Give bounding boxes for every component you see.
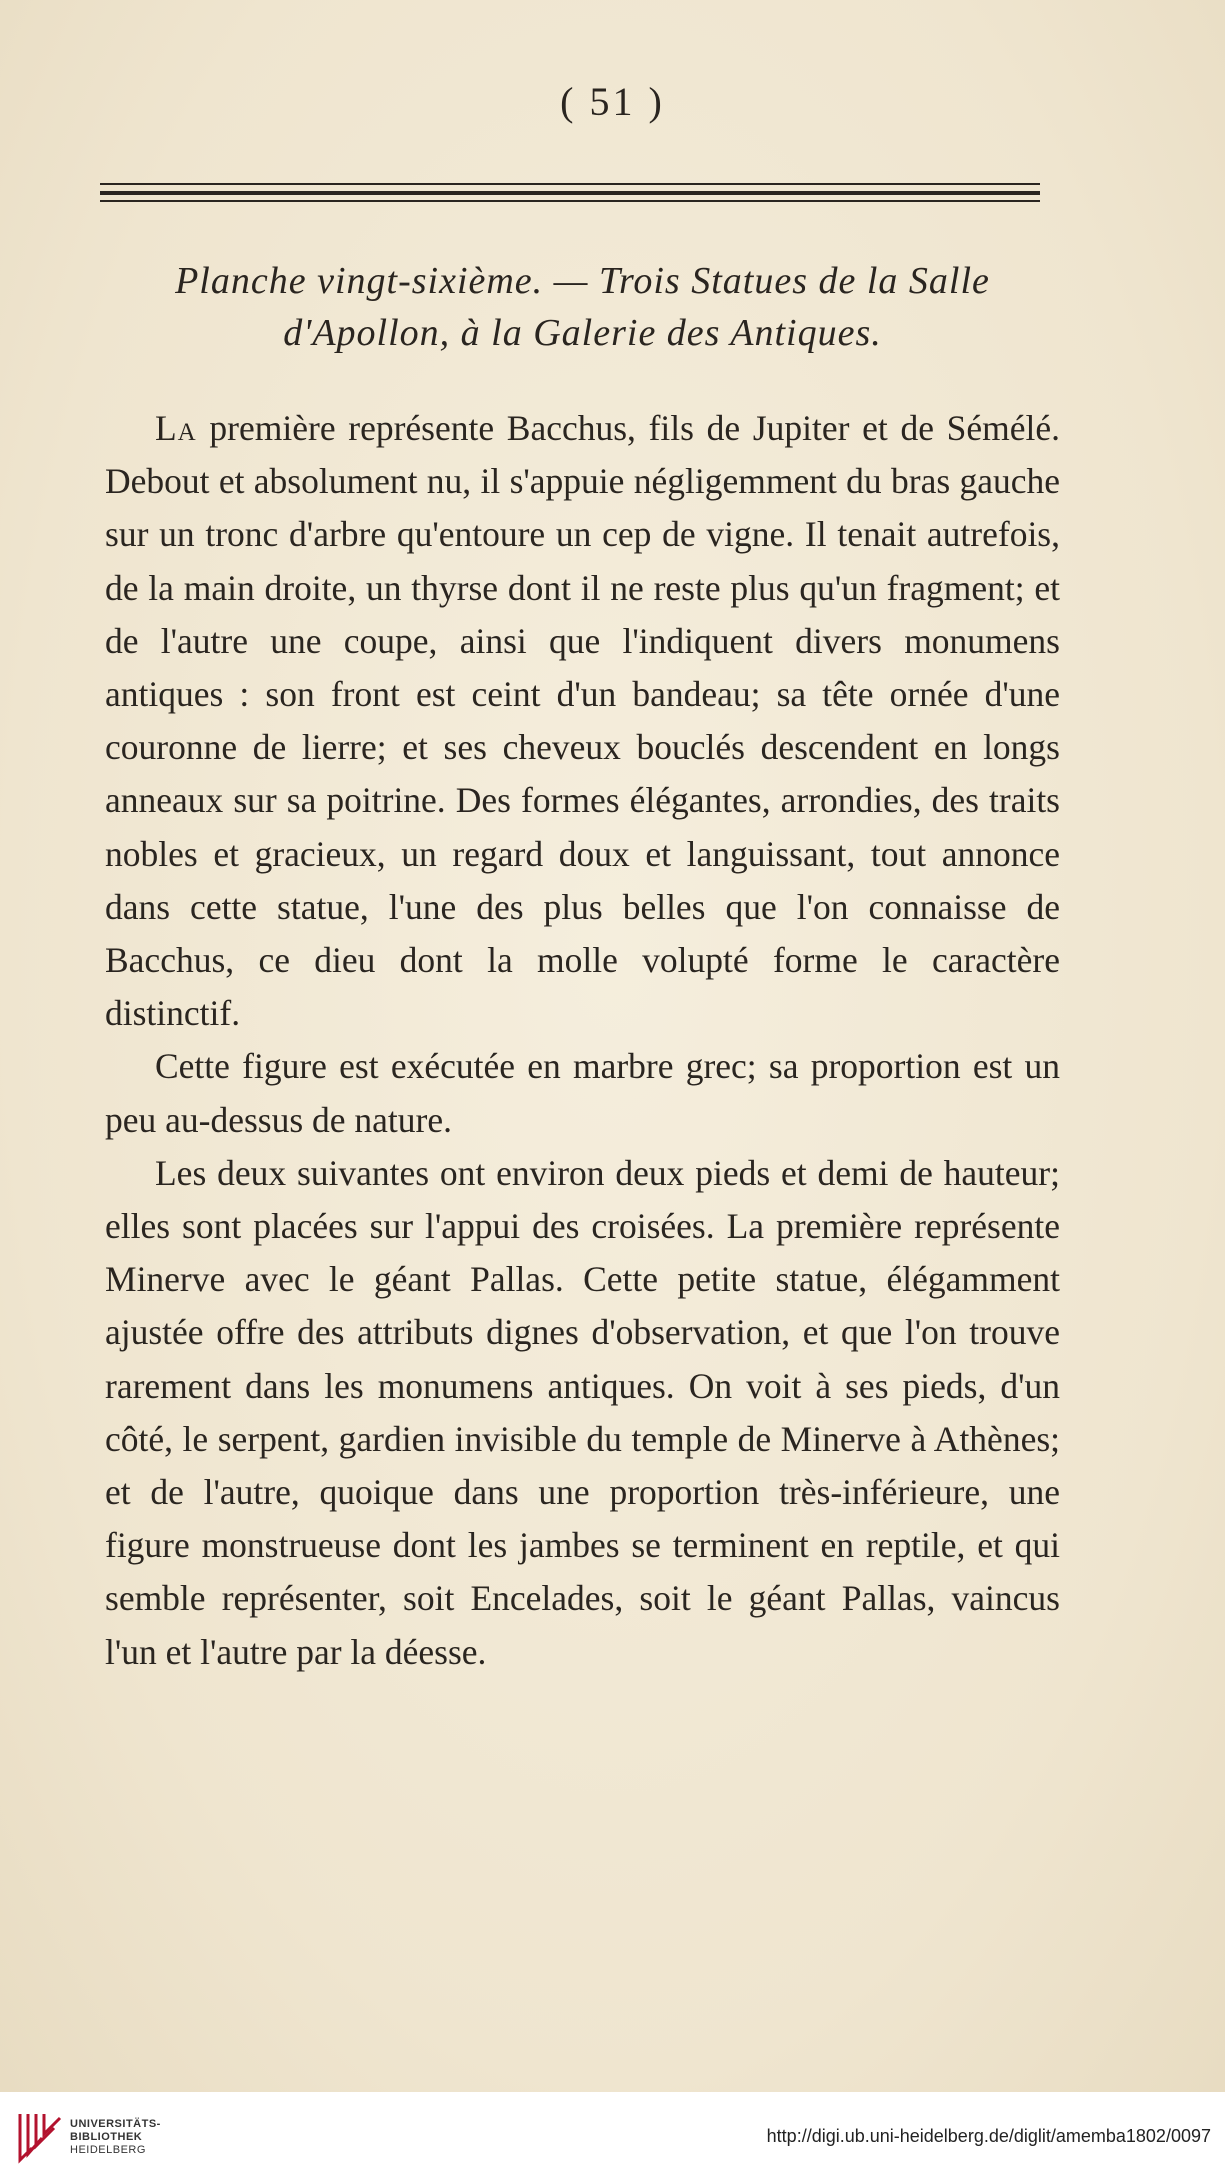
footer-bar [0, 2092, 1225, 2182]
plate-heading-line1: Planche vingt-sixième. — Trois Statues de la Salle [175, 260, 990, 302]
paragraph-2: Cette figure est exécutée en marbre grec; sa proportion est un peu au-dessus de nature. [105, 1046, 1060, 1140]
library-name-line1: UNIVERSITÄTS- [70, 2118, 161, 2130]
header-rule-thick [100, 191, 1040, 195]
library-name-line3: HEIDELBERG [70, 2144, 146, 2156]
source-url-link[interactable]: http://digi.ub.uni-heidelberg.de/diglit/amemba1802/0097 [766, 2126, 1211, 2146]
plate-heading [105, 255, 1060, 359]
plate-heading-line2: d'Apollon, à la Galerie des Antiques. [283, 312, 882, 354]
university-seal-icon [14, 2110, 64, 2166]
header-rule-thin-bottom [100, 200, 1040, 202]
paragraph-1-lead: La [155, 408, 197, 448]
library-name-line2: BIBLIOTHEK [70, 2131, 143, 2143]
paragraph-3: Les deux suivantes ont environ deux pieds et demi de hauteur; elles sont placées sur l'appui des croisées. La première représente Minerve avec le géant Pallas. Cette petite statue, élégamment ajustée offre des attributs dignes d'observation, et que l'on trouve rarement dans les monumens antiques. On voit à ses pieds, d'un côté, le serpent, gardien invisible du temple de Minerve à Athènes; et de l'autre, quoique dans une proportion très-inférieure, une figure monstrueuse dont les jambes se terminent en reptile, et qui semble représenter, soit Encelades, soit le géant Pallas, vaincus l'un et l'autre par la déesse. [105, 1152, 1060, 1672]
library-name [70, 2118, 161, 2157]
page-number: ( 51 ) [560, 79, 665, 124]
body-text [105, 402, 1060, 1679]
paragraph-1-text: première représente Bacchus, fils de Jupiter et de Sémélé. Debout et absolument nu, il s'appuie négligemment du bras gauche sur un tronc d'arbre qu'entoure un cep de vigne. Il tenait autrefois, de la main droite, un thyrse dont il ne reste plus qu'un fragment; et de l'autre une coupe, ainsi que l'indiquent divers monumens antiques : son front est ceint d'un bandeau; sa tête ornée d'une couronne de lierre; et ses cheveux bouclés descendent en longs anneaux sur sa poitrine. Des formes élégantes, arrondies, des traits nobles et gracieux, un regard doux et languissant, tout annonce dans cette statue, l'une des plus belles que l'on connaisse de Bacchus, ce dieu dont la molle volupté forme le caractère distinctif. [105, 408, 1060, 1034]
paragraph-1 [105, 402, 1060, 1040]
header-rule-thin-top [100, 183, 1040, 185]
